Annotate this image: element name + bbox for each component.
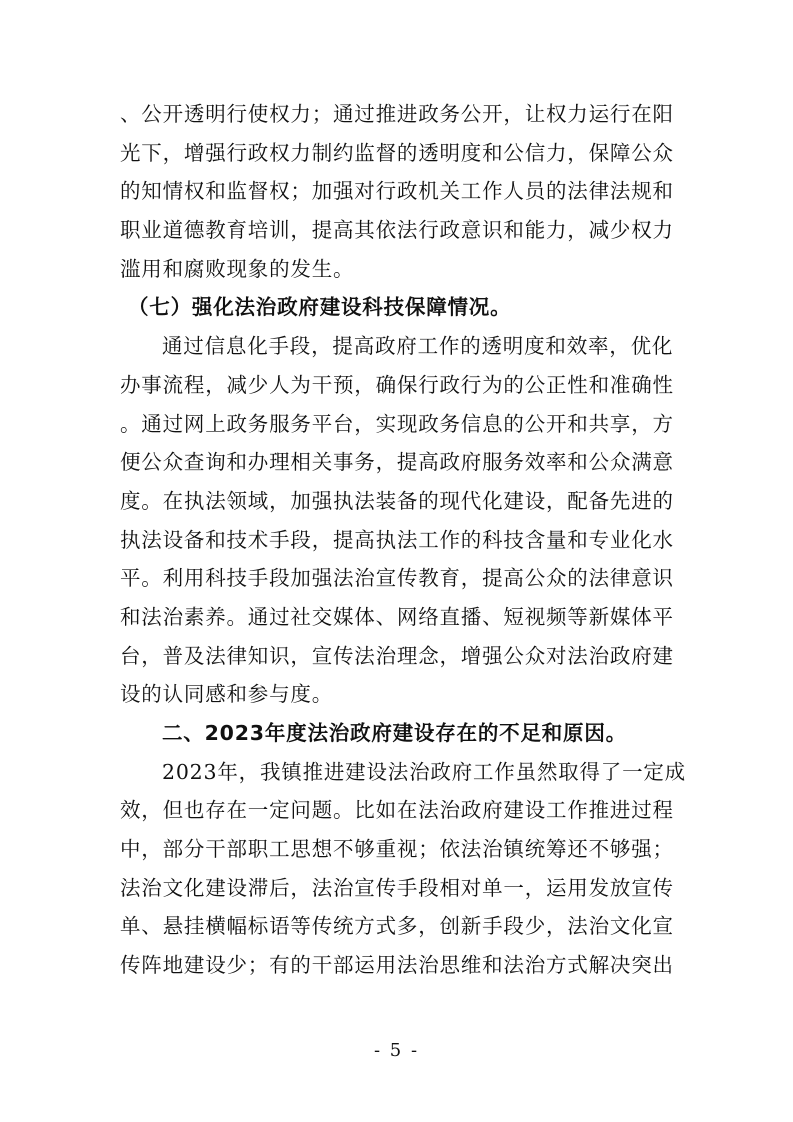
text-line: 、公开透明行使权力；通过推进政务公开，让权力运行在阳 [120,102,674,126]
text-line: 和法治素养。通过社交媒体、网络直播、短视频等新媒体平 [120,604,674,629]
text-line: 设的认同感和参与度。 [120,682,333,707]
text-line: 平。利用科技手段加强法治宣传教育，提高公众的法律意识 [120,566,674,591]
paragraph-shortcomings [120,753,700,985]
text-line: 效，但也存在一定问题。比如在法治政府建设工作推进过程 [120,798,674,823]
text-line: 办事流程，减少人为干预，确保行政行为的公正性和准确性 [120,372,674,397]
text-line: 通过信息化手段，提高政府工作的透明度和效率，优化 [162,334,674,359]
text-line: 职业道德教育培训，提高其依法行政意识和能力，减少权力 [120,218,674,243]
paragraph-power-transparency [120,95,700,288]
text-line: 便公众查询和办理相关事务，提高政府服务效率和公众满意 [120,450,674,475]
section-subheading: （七）强化法治政府建设科技保障情况。 [128,295,512,320]
text-line: 2023年，我镇推进建设法治政府工作虽然取得了一定成 [162,759,686,784]
text-line: 光下，增强行政权力制约监督的透明度和公信力，保障公众 [120,140,674,165]
heading-shortcomings [120,714,700,753]
text-line: 滥用和腐败现象的发生。 [120,256,355,281]
text-line: 的知情权和监督权；加强对行政机关工作人员的法律法规和 [120,179,674,204]
paragraph-tech-support [120,327,700,714]
text-line: 。通过网上政务服务平台，实现政务信息的公开和共享，方 [120,411,674,436]
text-line: 传阵地建设少；有的干部运用法治思维和法治方式解决突出 [120,953,674,978]
text-line: 法治文化建设滞后，法治宣传手段相对单一，运用发放宣传 [120,875,674,900]
text-line: 中，部分干部职工思想不够重视；依法治镇统筹还不够强； [120,837,674,862]
text-line: 台，普及法律知识，宣传法治理念，增强公众对法治政府建 [120,643,674,668]
text-line: 单、悬挂横幅标语等传统方式多，创新手段少，法治文化宣 [120,914,674,939]
document-body [120,95,700,985]
section-heading: 二、2023年度法治政府建设存在的不足和原因。 [162,721,627,745]
page-number: - 5 - [373,1040,420,1061]
subheading-tech-support [120,288,700,327]
text-line: 执法设备和技术手段，提高执法工作的科技含量和专业化水 [120,527,674,552]
text-line: 度。在执法领域，加强执法装备的现代化建设，配备先进的 [120,488,674,513]
